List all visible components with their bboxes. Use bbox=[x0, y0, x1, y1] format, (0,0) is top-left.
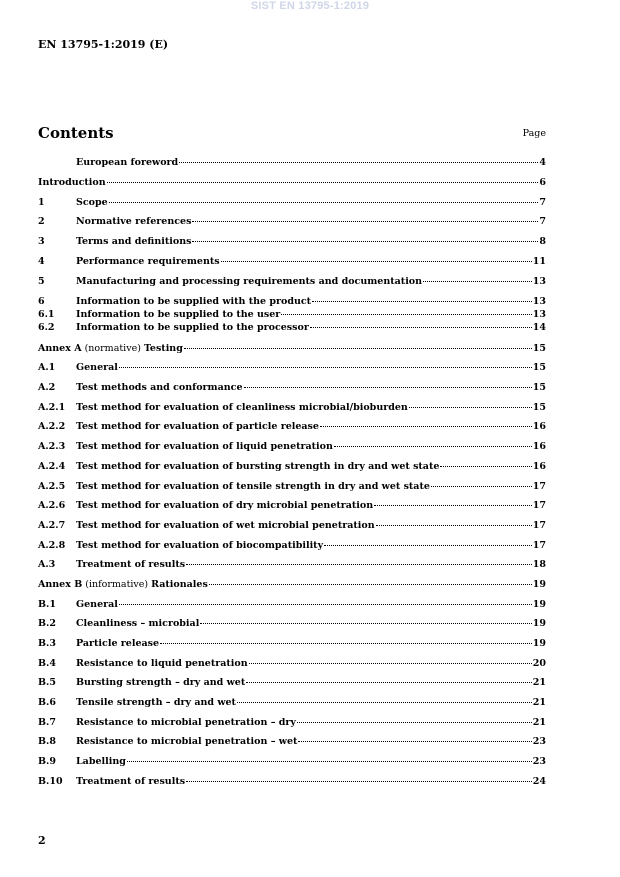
leader-dots bbox=[312, 301, 532, 302]
leader-dots bbox=[324, 545, 532, 546]
toc-entry-number: 6.2 bbox=[38, 322, 55, 333]
toc-entry-page: 7 bbox=[539, 197, 546, 208]
annex-title: Testing bbox=[143, 343, 183, 354]
toc-entry-title: Information to be supplied to the user bbox=[76, 309, 281, 320]
annex-label: Annex B bbox=[38, 579, 83, 590]
toc-entry-title: Treatment of results bbox=[76, 559, 186, 570]
leader-dots bbox=[298, 741, 531, 742]
toc-entry-page: 7 bbox=[539, 216, 546, 227]
leader-dots bbox=[334, 446, 532, 447]
toc-entry-title: Normative references bbox=[76, 216, 192, 227]
toc-entry[interactable] bbox=[38, 402, 546, 414]
toc-entry-title: Test method for evaluation of cleanliness microbial/bioburden bbox=[76, 402, 408, 413]
leader-dots bbox=[200, 623, 531, 624]
toc-entry[interactable] bbox=[38, 177, 546, 189]
leader-dots bbox=[244, 387, 532, 388]
toc-entry-title: Scope bbox=[76, 197, 108, 208]
leader-dots bbox=[160, 643, 532, 644]
toc-entry-page: 23 bbox=[532, 756, 546, 767]
toc-entry-page: 6 bbox=[539, 177, 546, 188]
toc-entry-number: A.2.2 bbox=[38, 421, 66, 432]
leader-dots bbox=[221, 261, 532, 262]
toc-entry[interactable] bbox=[38, 421, 546, 433]
toc-entry[interactable] bbox=[38, 309, 546, 321]
toc-entry[interactable] bbox=[38, 776, 546, 788]
toc-entry-title: Information to be supplied to the processor bbox=[76, 322, 309, 333]
toc-entry-title: Particle release bbox=[76, 638, 160, 649]
toc-entry-page: 13 bbox=[532, 296, 546, 307]
toc-entry-number: B.9 bbox=[38, 756, 56, 767]
toc-entry-number: 6 bbox=[38, 296, 45, 307]
toc-entry-title: Test method for evaluation of liquid penetration bbox=[76, 441, 333, 452]
toc-entry[interactable] bbox=[38, 756, 546, 768]
toc-entry[interactable] bbox=[38, 658, 546, 670]
leader-dots bbox=[440, 466, 531, 467]
leader-dots bbox=[179, 162, 538, 163]
toc-entry-number: 2 bbox=[38, 216, 45, 227]
toc-entry-title: Test method for evaluation of dry microbial penetration bbox=[76, 500, 374, 511]
toc-entry[interactable] bbox=[38, 382, 546, 394]
toc-entry[interactable] bbox=[38, 697, 546, 709]
toc-entry-title: General bbox=[76, 599, 118, 610]
toc-entry-page: 15 bbox=[532, 343, 546, 354]
page-column-label: Page bbox=[522, 128, 546, 139]
toc-entry-page: 21 bbox=[532, 677, 546, 688]
toc-entry-title: General bbox=[76, 362, 118, 373]
leader-dots bbox=[186, 781, 532, 782]
toc-entry-number: A.2.6 bbox=[38, 500, 66, 511]
leader-dots bbox=[297, 722, 532, 723]
toc-entry[interactable] bbox=[38, 736, 546, 748]
toc-entry-page: 15 bbox=[532, 382, 546, 393]
leader-dots bbox=[374, 505, 532, 506]
annex-label: Annex A bbox=[38, 343, 82, 354]
toc-entry-page: 18 bbox=[532, 559, 546, 570]
toc-entry-number: B.2 bbox=[38, 618, 56, 629]
toc-entry-number: 5 bbox=[38, 276, 45, 287]
toc-entry[interactable] bbox=[38, 362, 546, 374]
toc-entry[interactable] bbox=[38, 461, 546, 473]
watermark: SIST EN 13795-1:2019 bbox=[250, 0, 370, 12]
toc-entry[interactable] bbox=[38, 276, 546, 288]
toc-entry[interactable] bbox=[38, 236, 546, 248]
annex-type: (normative) bbox=[81, 343, 144, 354]
toc-entry-title: Test method for evaluation of bursting strength in dry and wet state bbox=[76, 461, 440, 472]
toc-entry-page: 19 bbox=[532, 638, 546, 649]
toc-entry-page: 19 bbox=[532, 579, 546, 590]
toc-entry-page: 17 bbox=[532, 500, 546, 511]
toc-entry[interactable] bbox=[38, 481, 546, 493]
toc-entry-page: 15 bbox=[532, 362, 546, 373]
toc-entry-number: B.3 bbox=[38, 638, 56, 649]
toc-entry-title: Information to be supplied with the product bbox=[76, 296, 312, 307]
toc-entry-title: Tensile strength – dry and wet bbox=[76, 697, 236, 708]
toc-entry-number: A.1 bbox=[38, 362, 56, 373]
toc-entry-page: 13 bbox=[532, 309, 546, 320]
toc-entry-number: B.6 bbox=[38, 697, 56, 708]
toc-entry[interactable] bbox=[38, 540, 546, 552]
leader-dots bbox=[107, 182, 539, 183]
toc-entry-number: A.2.8 bbox=[38, 540, 66, 551]
contents-heading: Contents bbox=[38, 124, 114, 142]
toc-entry[interactable] bbox=[38, 322, 546, 334]
toc-entry-page: 23 bbox=[532, 736, 546, 747]
leader-dots bbox=[320, 426, 532, 427]
toc-entry[interactable] bbox=[38, 441, 546, 453]
document-id: EN 13795-1:2019 (E) bbox=[38, 38, 169, 51]
leader-dots bbox=[119, 367, 532, 368]
toc-entry-title: Bursting strength – dry and wet bbox=[76, 677, 246, 688]
toc-entry-annex-a[interactable] bbox=[38, 343, 546, 355]
annex-type: (informative) bbox=[82, 579, 152, 590]
leader-dots bbox=[209, 584, 532, 585]
toc-entry-title: Introduction bbox=[38, 177, 106, 188]
toc-entry-annex-b[interactable] bbox=[38, 579, 546, 591]
leader-dots bbox=[184, 348, 532, 349]
toc-entry-page: 17 bbox=[532, 481, 546, 492]
toc-entry-number: B.7 bbox=[38, 717, 56, 728]
toc-entry-number: B.8 bbox=[38, 736, 56, 747]
leader-dots bbox=[192, 221, 538, 222]
leader-dots bbox=[192, 241, 538, 242]
toc-entry-page: 24 bbox=[532, 776, 546, 787]
toc-entry-page: 15 bbox=[532, 402, 546, 413]
leader-dots bbox=[310, 327, 532, 328]
toc-entry[interactable] bbox=[38, 717, 546, 729]
toc-entry-title: Manufacturing and processing requirements and documentation bbox=[76, 276, 423, 287]
toc-entry-page: 17 bbox=[532, 540, 546, 551]
toc-entry-title: European foreword bbox=[76, 157, 179, 168]
toc-entry-title: Test method for evaluation of biocompatibility bbox=[76, 540, 324, 551]
toc-entry-title: Test method for evaluation of wet microbial penetration bbox=[76, 520, 375, 531]
toc-entry-number: B.10 bbox=[38, 776, 63, 787]
toc-entry[interactable] bbox=[38, 256, 546, 268]
toc-entry-title: Treatment of results bbox=[76, 776, 186, 787]
toc-entry-number: A.2.7 bbox=[38, 520, 66, 531]
leader-dots bbox=[237, 702, 532, 703]
toc-entry-number: A.2.5 bbox=[38, 481, 66, 492]
toc-entry[interactable] bbox=[38, 638, 546, 650]
toc-entry-page: 11 bbox=[532, 256, 546, 267]
toc-entry-page: 19 bbox=[532, 618, 546, 629]
toc-entry-number: A.3 bbox=[38, 559, 56, 570]
toc-entry-page: 8 bbox=[539, 236, 546, 247]
leader-dots bbox=[246, 682, 532, 683]
toc-entry[interactable] bbox=[38, 296, 546, 308]
toc-entry[interactable] bbox=[38, 599, 546, 611]
toc-entry[interactable] bbox=[38, 520, 546, 532]
leader-dots bbox=[431, 486, 532, 487]
page-number: 2 bbox=[38, 834, 46, 847]
leader-dots bbox=[281, 314, 531, 315]
toc-entry-title: Resistance to liquid penetration bbox=[76, 658, 248, 669]
toc-entry-number: B.5 bbox=[38, 677, 56, 688]
toc-entry[interactable] bbox=[38, 618, 546, 630]
toc-entry-page: 16 bbox=[532, 461, 546, 472]
toc-entry-number: 6.1 bbox=[38, 309, 55, 320]
toc-entry-title: Resistance to microbial penetration – dry bbox=[76, 717, 296, 728]
toc-entry-page: 16 bbox=[532, 441, 546, 452]
toc-entry-title: Performance requirements bbox=[76, 256, 220, 267]
toc-entry-number: 1 bbox=[38, 197, 45, 208]
leader-dots bbox=[119, 604, 532, 605]
toc-entry[interactable] bbox=[38, 197, 546, 209]
toc-entry-title: Terms and definitions bbox=[76, 236, 192, 247]
toc-entry-number: B.1 bbox=[38, 599, 56, 610]
toc-entry-page: 21 bbox=[532, 697, 546, 708]
annex-title: Rationales bbox=[151, 579, 208, 590]
toc-entry-page: 17 bbox=[532, 520, 546, 531]
toc-entry-number: A.2 bbox=[38, 382, 56, 393]
toc-entry-page: 19 bbox=[532, 599, 546, 610]
leader-dots bbox=[376, 525, 532, 526]
toc-entry-page: 21 bbox=[532, 717, 546, 728]
leader-dots bbox=[109, 202, 539, 203]
toc-entry-title: Labelling bbox=[76, 756, 126, 767]
toc-entry-number: A.2.4 bbox=[38, 461, 66, 472]
leader-dots bbox=[186, 564, 532, 565]
toc-entry-page: 13 bbox=[532, 276, 546, 287]
leader-dots bbox=[249, 663, 532, 664]
toc-entry-number: 3 bbox=[38, 236, 45, 247]
toc-entry[interactable] bbox=[38, 677, 546, 689]
toc-entry[interactable] bbox=[38, 559, 546, 571]
toc-entry-number: A.2.1 bbox=[38, 402, 66, 413]
toc-entry-title: Test methods and conformance bbox=[76, 382, 243, 393]
leader-dots bbox=[423, 281, 532, 282]
toc-entry-title: Cleanliness – microbial bbox=[76, 618, 200, 629]
toc-entry[interactable] bbox=[38, 216, 546, 228]
toc-entry-title: Test method for evaluation of particle release bbox=[76, 421, 319, 432]
leader-dots bbox=[127, 761, 532, 762]
toc-entry-title: Test method for evaluation of tensile strength in dry and wet state bbox=[76, 481, 430, 492]
toc-entry[interactable] bbox=[38, 500, 546, 512]
toc-entry-number: B.4 bbox=[38, 658, 56, 669]
toc-entry-page: 16 bbox=[532, 421, 546, 432]
toc-entry-page: 20 bbox=[532, 658, 546, 669]
toc-entry-number: 4 bbox=[38, 256, 45, 267]
toc-entry[interactable] bbox=[38, 157, 546, 169]
toc-entry-title bbox=[38, 579, 208, 591]
toc-entry-page: 14 bbox=[532, 322, 546, 333]
toc-entry-number: A.2.3 bbox=[38, 441, 66, 452]
toc-entry-title bbox=[38, 343, 183, 355]
toc-entry-page: 4 bbox=[539, 157, 546, 168]
leader-dots bbox=[409, 407, 532, 408]
toc-entry-title: Resistance to microbial penetration – wet bbox=[76, 736, 298, 747]
